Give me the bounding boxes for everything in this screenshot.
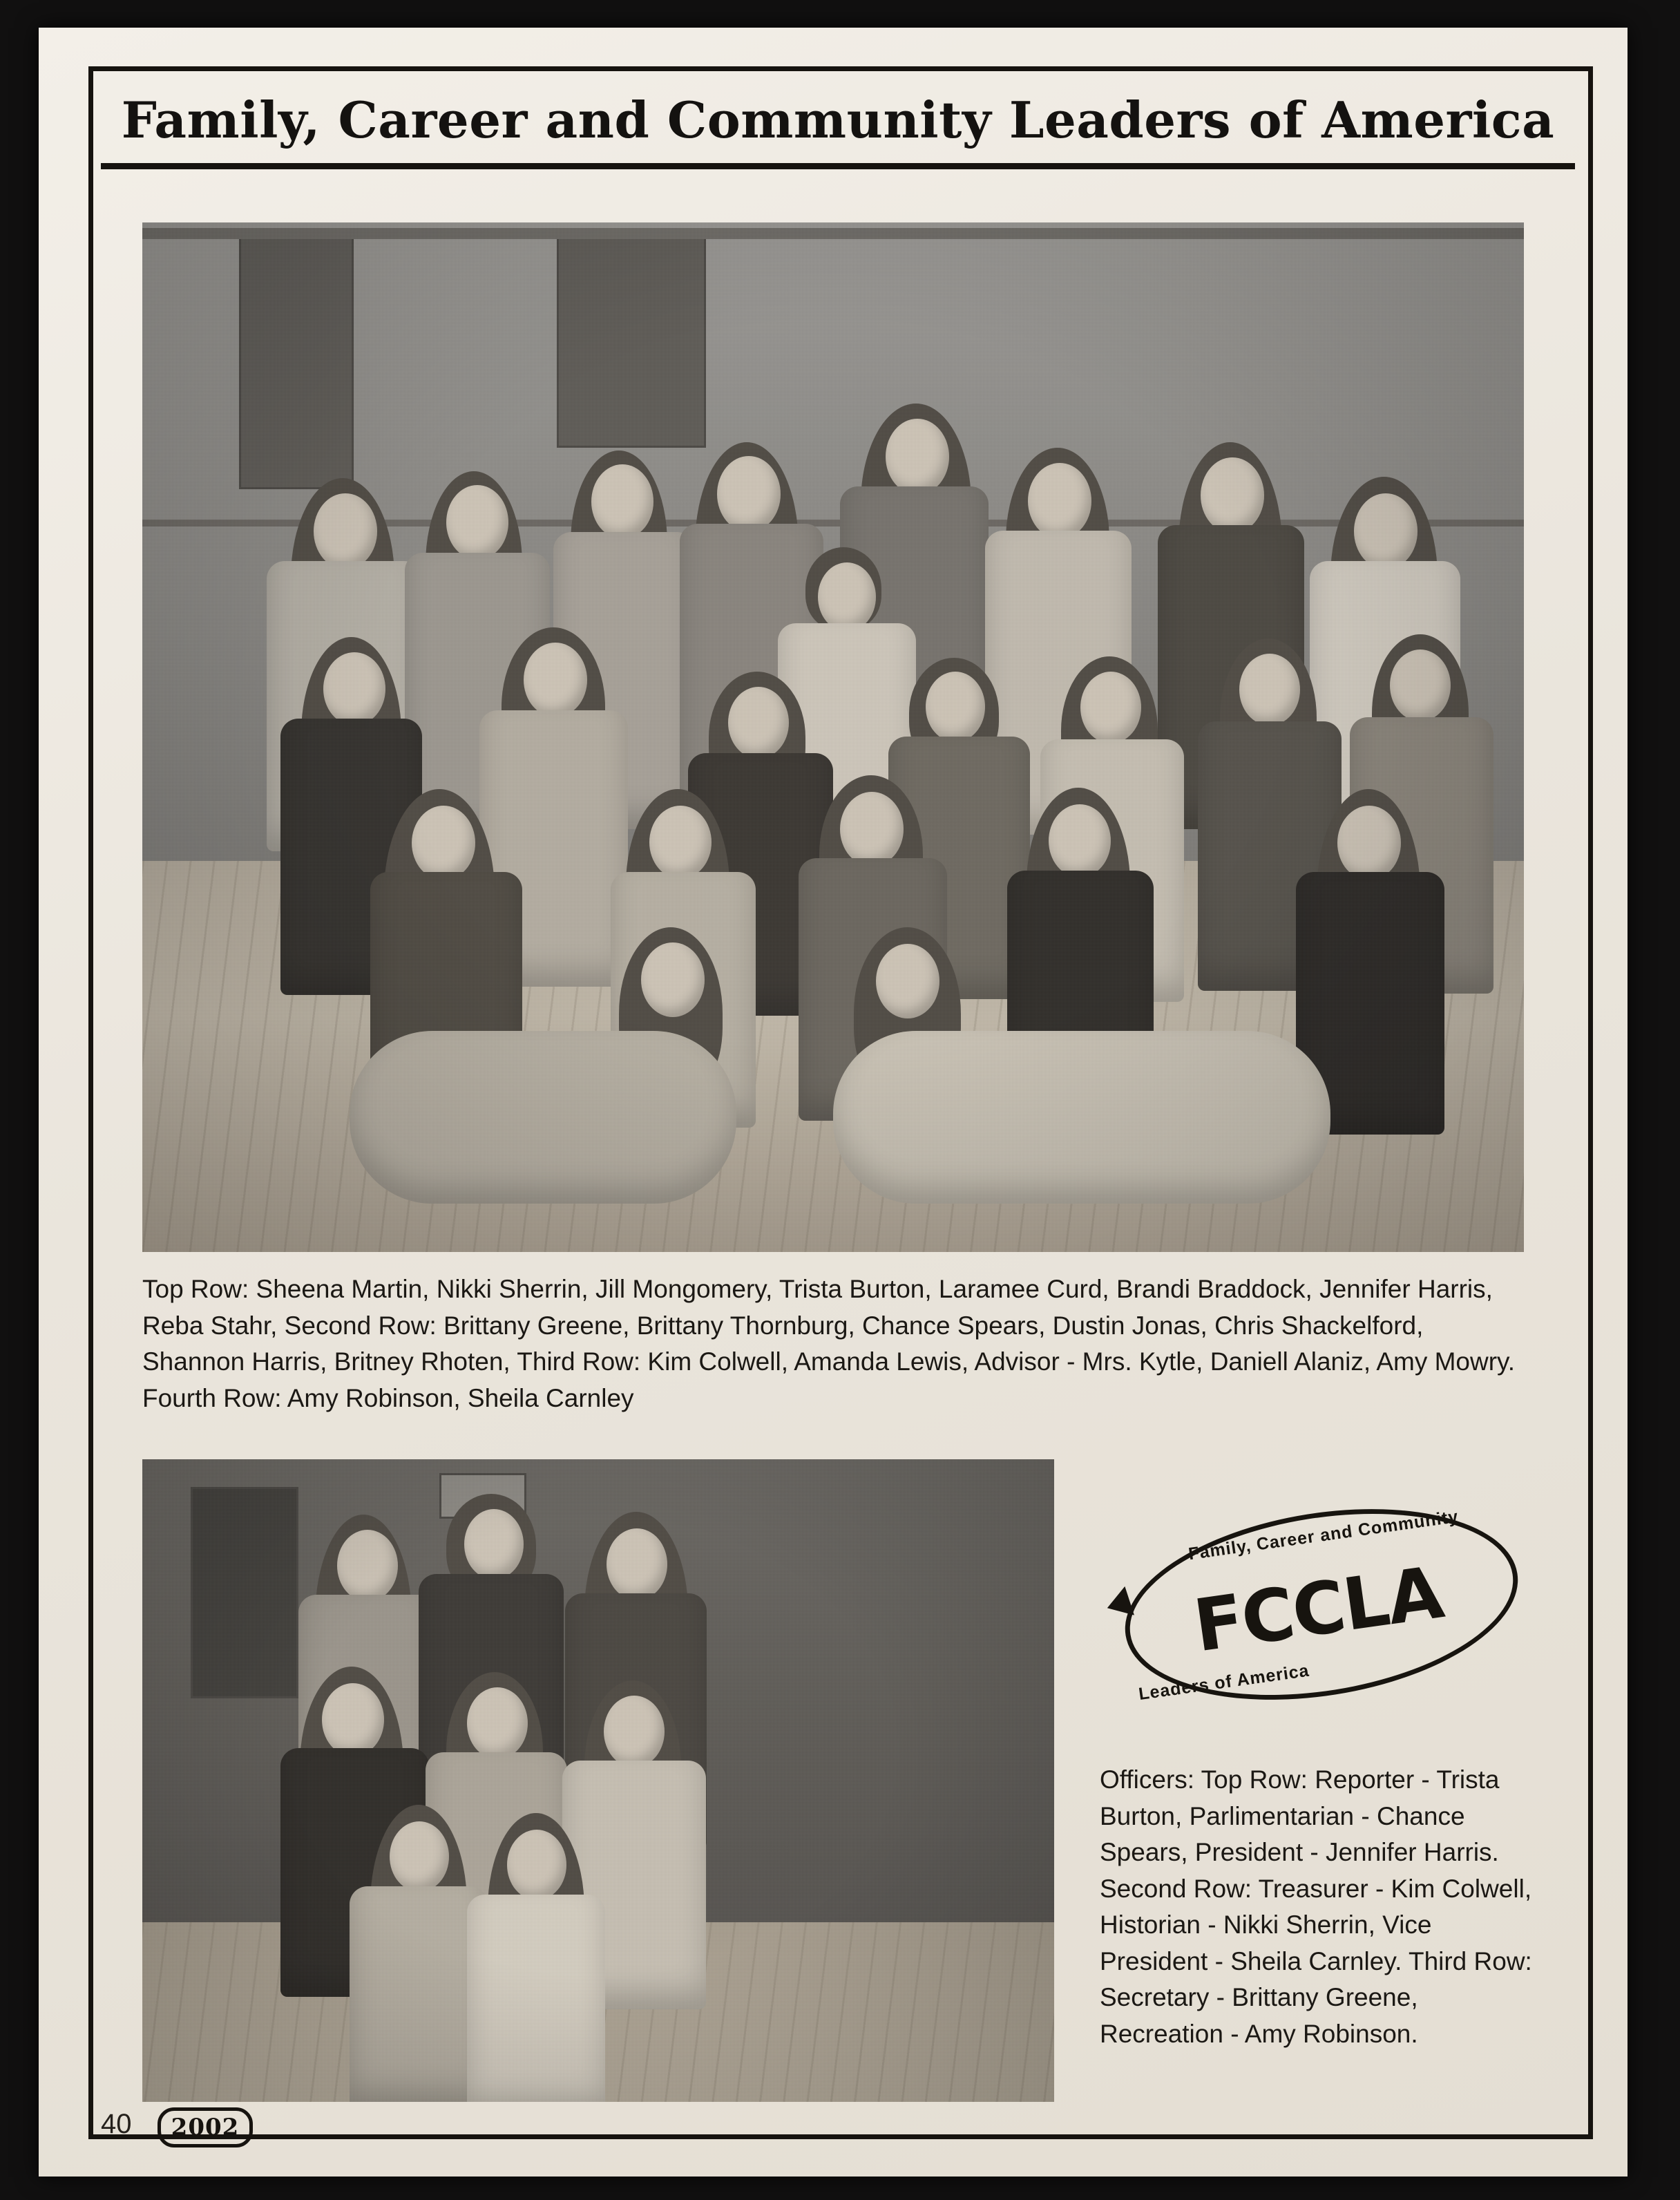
- scanned-page-sheet: [39, 28, 1628, 2177]
- page-title-container: [101, 82, 1575, 158]
- logo-bottom-text: Leaders of America: [1137, 1660, 1311, 1705]
- gym-door-center: [557, 236, 706, 448]
- officers-photo-caption: Officers: Top Row: Reporter - Trista Burton, Parlimentarian - Chance Spears, President - Jennifer Harris. Second Row: Treasurer - Kim Colwell, Historian - Nikki Sherrin, Vice President - Sheila Carnley. Third Row: Secretary - Brittany Greene, Recreation - Amy Robinson.: [1100, 1765, 1532, 2048]
- logo-acronym: FCCLA: [1189, 1550, 1447, 1669]
- title-divider-rule: [101, 163, 1575, 169]
- officers-door-left: [191, 1487, 298, 1698]
- group-photo-caption: Top Row: Sheena Martin, Nikki Sherrin, Jill Mongomery, Trista Burton, Laramee Curd, Brandi Braddock, Jennifer Harris, Reba Stahr, Second Row: Brittany Greene, Brittany Thornburg, Chance Spears, Dustin Jonas, Chris Shackelford, Shannon Harris, Britney Rhoten, Third Row: Kim Colwell, Amanda Lewis, Advisor - Mrs. Kytle, Daniell Alaniz, Amy Mowry. Fourth Row: Amy Robinson, Sheila Carnley: [142, 1275, 1516, 1412]
- page-title: Family, Career and Community Leaders of America: [121, 90, 1555, 149]
- logo-top-text: Family, Career and Community: [1187, 1506, 1460, 1564]
- officers-photo: [142, 1459, 1054, 2102]
- gym-ceiling-beam: [142, 228, 1524, 239]
- group-photo-main: [142, 222, 1524, 1252]
- year-badge: 2002: [158, 2107, 253, 2147]
- fccla-logo: [1102, 1486, 1531, 1720]
- page-number: 40: [101, 2109, 132, 2139]
- gym-door-left: [239, 236, 354, 489]
